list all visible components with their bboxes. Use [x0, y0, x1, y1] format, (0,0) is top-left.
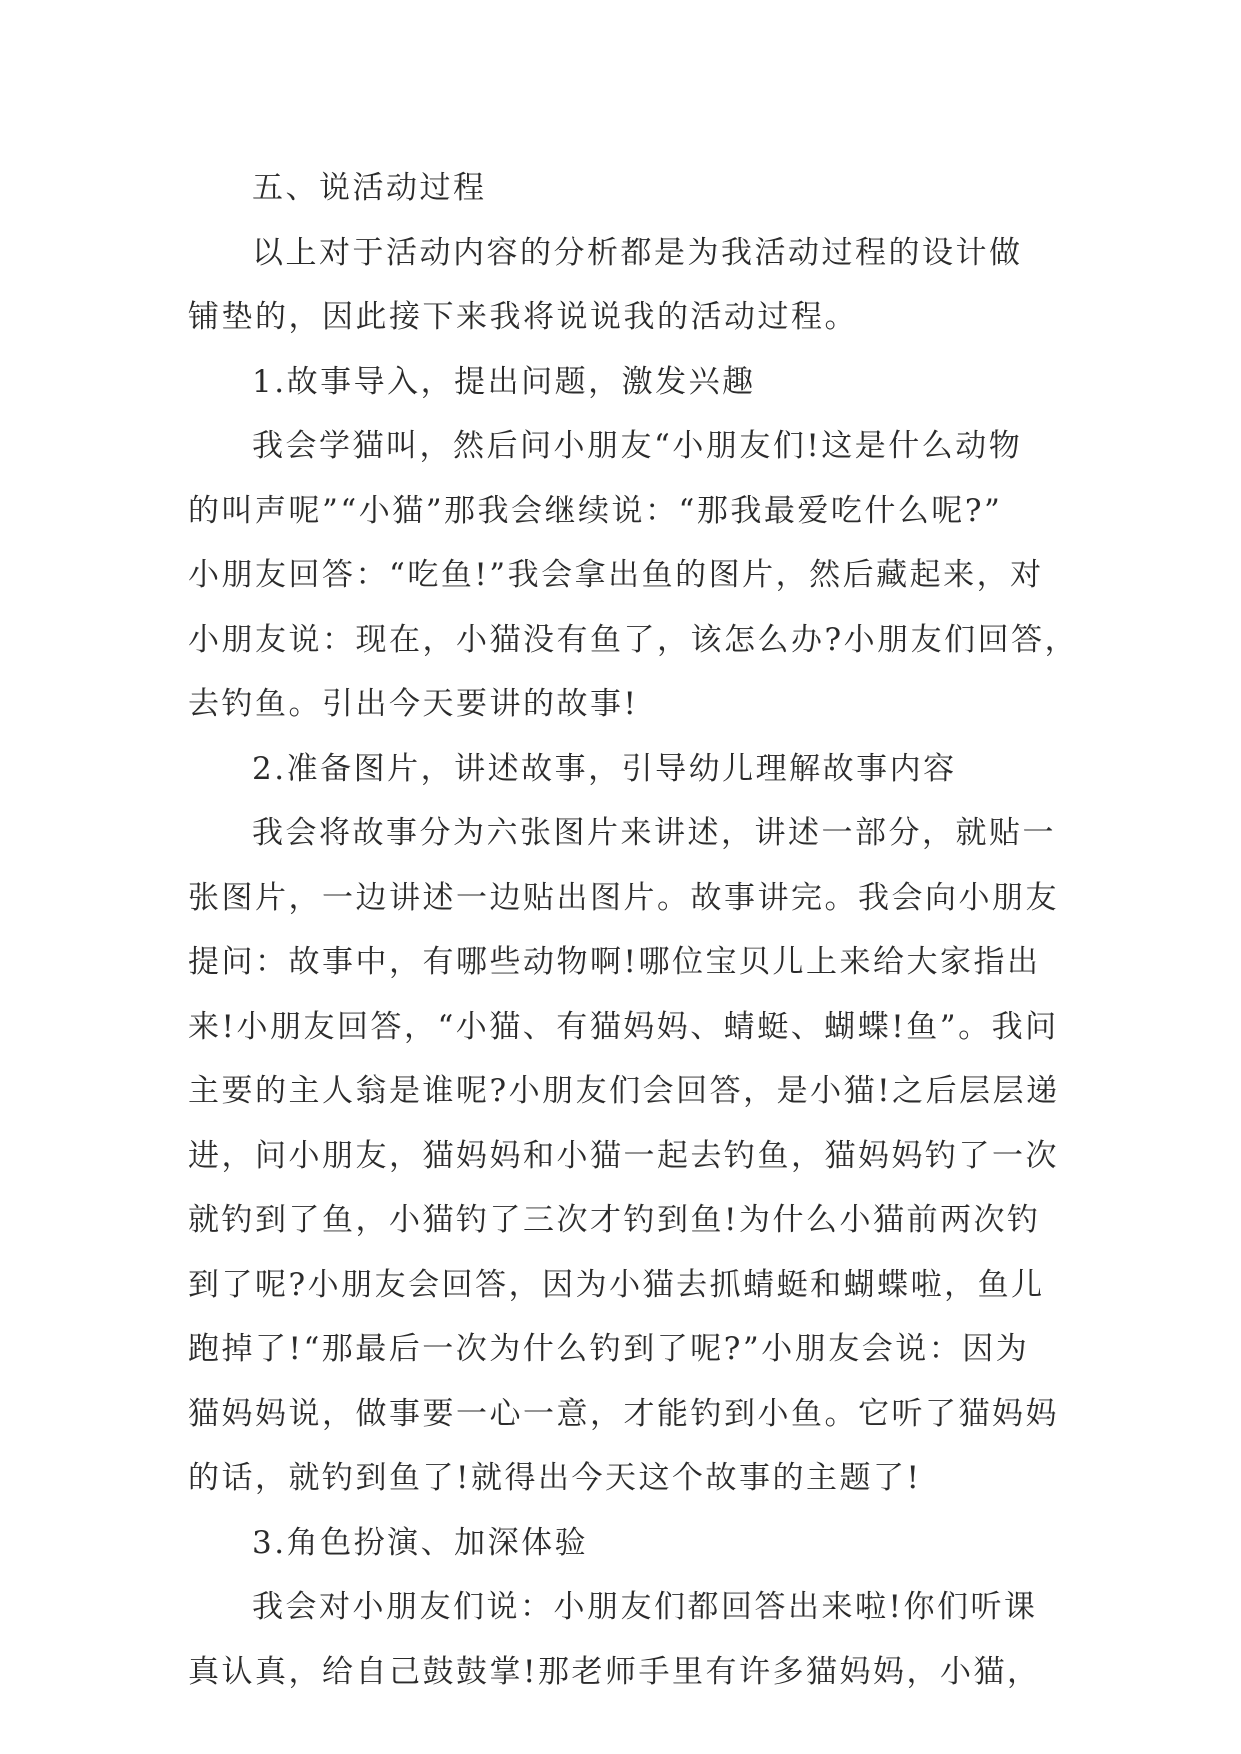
paragraph-line: 小朋友回答：“吃鱼!”我会拿出鱼的图片，然后藏起来，对: [188, 557, 1044, 593]
paragraph-line: 以上对于活动内容的分析都是为我活动过程的设计做: [252, 234, 1023, 271]
paragraph-line: 的话，就钓到鱼了!就得出今天这个故事的主题了!: [188, 1460, 922, 1496]
paragraph-line: 我会对小朋友们说：小朋友们都回答出来啦!你们听课: [252, 1589, 1038, 1625]
paragraph-line: 猫妈妈说，做事要一心一意，才能钓到小鱼。它听了猫妈妈: [188, 1395, 1059, 1432]
paragraph-line: 的叫声呢”“小猫”那我会继续说：“那我最爱吃什么呢?”: [188, 492, 1003, 529]
paragraph-line: 张图片，一边讲述一边贴出图片。故事讲完。我会向小朋友: [188, 879, 1059, 916]
paragraph-line: 小朋友说：现在，小猫没有鱼了，该怎么办?小朋友们回答，: [188, 621, 1079, 658]
subsection-title-2: 2.准备图片，讲述故事，引导幼儿理解故事内容: [252, 750, 957, 787]
paragraph-line: 来!小朋友回答，“小猫、有猫妈妈、蜻蜓、蝴蝶!鱼”。我问: [188, 1008, 1059, 1045]
paragraph-line: 到了呢?小朋友会回答，因为小猫去抓蜻蜓和蝴蝶啦，鱼儿: [188, 1266, 1045, 1303]
paragraph-line: 进，问小朋友，猫妈妈和小猫一起去钓鱼，猫妈妈钓了一次: [188, 1137, 1059, 1174]
paragraph-line: 提问：故事中，有哪些动物啊!哪位宝贝儿上来给大家指出: [188, 944, 1041, 980]
subsection-title-1: 1.故事导入，提出问题，激发兴趣: [252, 363, 756, 400]
paragraph-line: 铺垫的，因此接下来我将说说我的活动过程。: [188, 299, 858, 335]
paragraph-line: 主要的主人翁是谁呢?小朋友们会回答，是小猫!之后层层递: [188, 1073, 1060, 1109]
paragraph-line: 就钓到了鱼，小猫钓了三次才钓到鱼!为什么小猫前两次钓: [188, 1202, 1041, 1238]
paragraph-line: 我会将故事分为六张图片来讲述，讲述一部分，就贴一: [252, 815, 1056, 851]
paragraph-line: 去钓鱼。引出今天要讲的故事!: [188, 686, 639, 722]
document-body: [188, 156, 1079, 1704]
paragraph-line: 真认真，给自己鼓鼓掌!那老师手里有许多猫妈妈，小猫，: [188, 1653, 1041, 1690]
paragraph-line: 跑掉了!“那最后一次为什么钓到了呢?”小朋友会说：因为: [188, 1331, 1030, 1367]
paragraph-line: 我会学猫叫，然后问小朋友“小朋友们!这是什么动物: [252, 428, 1023, 464]
section-heading: 五、说活动过程: [252, 170, 487, 206]
subsection-title-3: 3.角色扮演、加深体验: [252, 1524, 589, 1561]
